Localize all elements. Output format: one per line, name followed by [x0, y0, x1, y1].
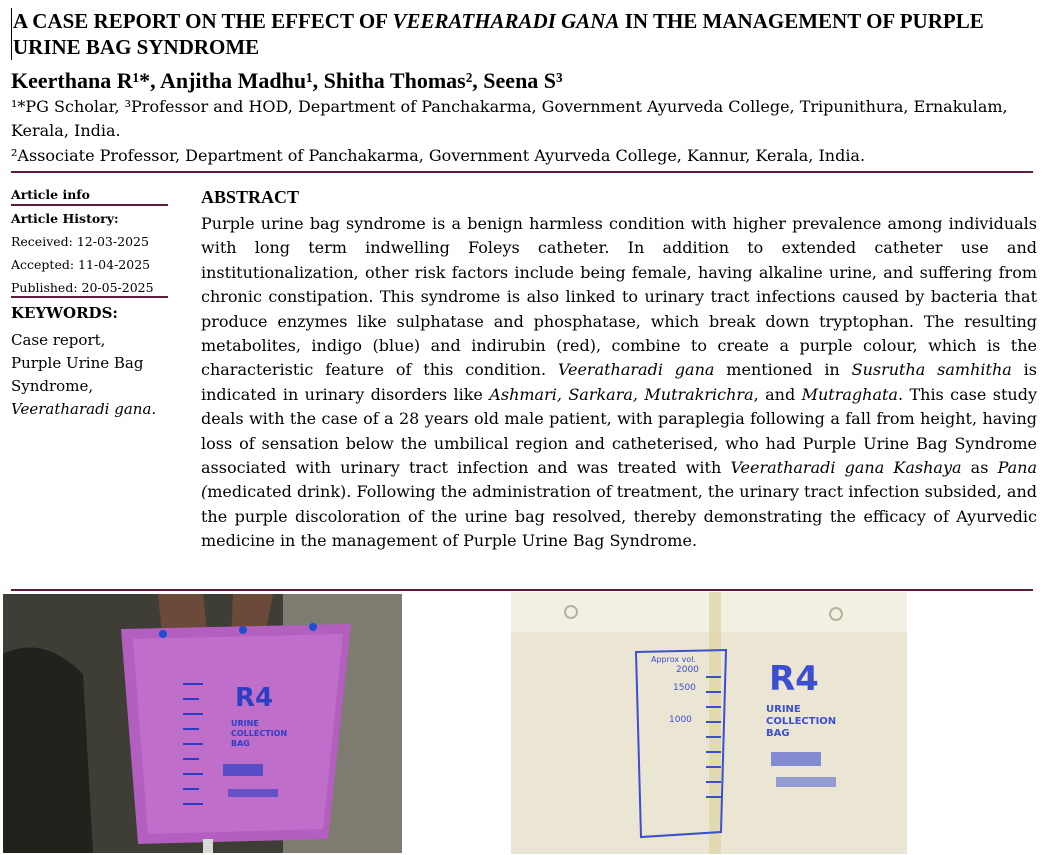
affiliation-2: ²Associate Professor, Department of Panchakarma, Government Ayurveda College, Kannur, Kerala, India. [11, 146, 866, 165]
affiliation-1: ¹*PG Scholar, ³Professor and HOD, Department of Panchakarma, Government Ayurveda College, Tripunithura, Ernakulam, Kerala, India. [11, 97, 1008, 140]
purple-bag-illustration [3, 594, 402, 853]
published-date: Published: 20-05-2025 [11, 280, 154, 295]
keyword: Syndrome, [11, 377, 94, 395]
received-date: Received: 12-03-2025 [11, 234, 149, 249]
article-history-heading: Article History: [11, 211, 119, 226]
scale-label: 1500 [673, 683, 696, 693]
abstract-text: Purple urine bag syndrome is a benign harmless condition with higher prevalence among individuals with long term indwelling Foleys catheter. In addition to extended catheter use and institutionalization, other risk factors include being female, having alkaline urine, and suffering from chronic constipation. This syndrome is also linked to urinary tract infections caused by bacteria that produce enzymes like sulphatase and phosphatase, which break down tryptophan. The resulting metabolites, indigo (blue) and indirubin (red), combine to create a purple colour, which is the characteristic feature of this condition. Veeratharadi gana mentioned in Susrutha samhitha is indicated in urinary disorders like Ashmari, Sarkara, Mutrakrichra, and Mutraghata. This case study deals with the case of a 28 years old male patient, with paraplegia following a fall from height, having loss of sensation below the umbilical region and catheterised, who had Purple Urine Bag Syndrome associated with urinary tract infection and was treated with Veeratharadi gana Kashaya as Pana (medicated drink). Following the administration of treatment, the urinary tract infection subsided, and the purple discoloration of the urine bag resolved, thereby demonstrating the efficacy of Ayurvedic medicine in the management of Purple Urine Bag Syndrome. [201, 214, 1038, 551]
info-divider-bottom [11, 296, 168, 298]
bag-text: COLLECTION [766, 716, 837, 727]
keyword: Veeratharadi gana. [11, 400, 157, 418]
keywords-list [11, 329, 176, 421]
bag-text: URINE [766, 704, 801, 715]
author-list: Keerthana R¹*, Anjitha Madhu¹, Shitha Thomas², Seena S³ [11, 68, 563, 93]
photo-clear-urine-bag [511, 592, 907, 854]
clear-bag-illustration [511, 592, 907, 854]
bag-text: COLLECTION [231, 729, 288, 738]
abstract-heading: ABSTRACT [201, 187, 300, 207]
accepted-date: Accepted: 11-04-2025 [11, 257, 151, 272]
brand-label: R4 [235, 683, 274, 713]
photo-purple-urine-bag [3, 594, 402, 853]
scale-label: 2000 [676, 665, 699, 675]
article-info-heading: Article info [11, 187, 91, 202]
brand-label-2: R4 [769, 659, 819, 699]
keyword: Purple Urine Bag [11, 354, 144, 372]
keywords-heading: KEYWORDS: [11, 304, 118, 322]
bag-text: BAG [766, 728, 790, 739]
keyword: Case report, [11, 331, 106, 349]
bag-text: URINE [231, 719, 259, 728]
paper-title: A CASE REPORT ON THE EFFECT OF VEERATHARADI GANA IN THE MANAGEMENT OF PURPLE URINE BAG SYNDROME [11, 8, 1033, 60]
info-divider [11, 204, 168, 206]
scale-label: Approx vol. [651, 655, 697, 664]
header-divider [11, 171, 1033, 173]
scale-label: 1000 [669, 715, 692, 725]
bag-text: BAG [231, 739, 250, 748]
abstract-divider [11, 589, 1033, 591]
